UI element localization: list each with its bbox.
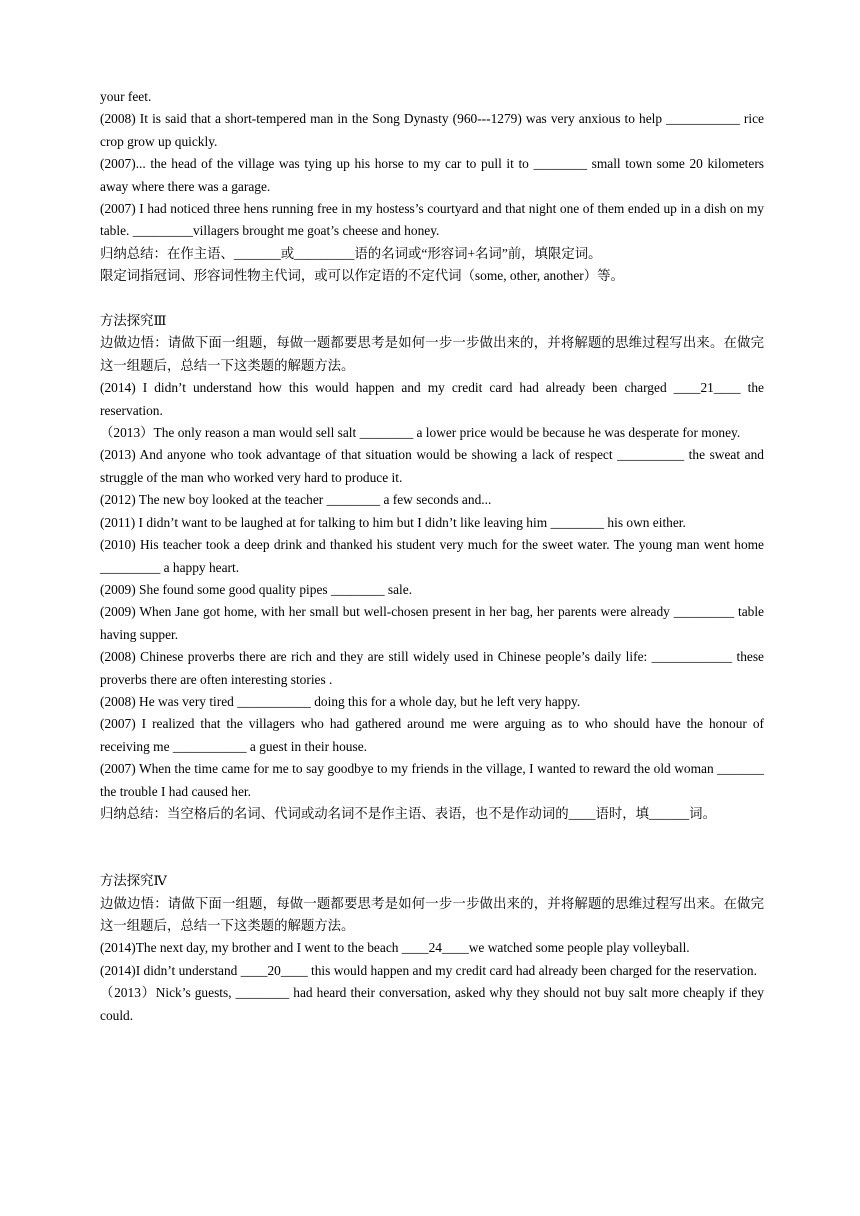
exercise-item: (2009) She found some good quality pipes ________ sale. <box>100 581 413 597</box>
exercise-item: （2013）Nick’s guests, ________ had heard their conversation, asked why they should not buy salt more cheaply if they could. <box>100 985 764 1023</box>
section-title: 方法探究Ⅳ <box>100 873 167 889</box>
exercise-item: (2008) Chinese proverbs there are rich and they are still widely used in Chinese people’s daily life: ____________ these proverbs there are often interesting stories . <box>100 649 764 687</box>
exercise-item: (2014) I didn’t understand how this would happen and my credit card had already been charged ____21____ the reservation. <box>100 380 764 418</box>
exercise-item: (2007) I had noticed three hens running free in my hostess’s courtyard and that night one of them ended up in a dish on my table. _________villagers brought me goat’s cheese and honey. <box>100 201 764 239</box>
section-intro: 边做边悟：请做下面一组题，每做一题都要思考是如何一步一步做出来的，并将解题的思维过程写出来。在做完这一组题后，总结一下这类题的解题方法。 <box>100 335 764 373</box>
definition-line: 限定词指冠词、形容词性物主代词，或可以作定语的不定代词（some, other, another）等。 <box>100 268 624 284</box>
exercise-item: (2011) I didn’t want to be laughed at for talking to him but I didn’t like leaving him ________ his own either. <box>100 514 686 530</box>
document-page <box>100 86 764 1027</box>
exercise-item: (2008) He was very tired ___________ doing this for a whole day, but he left very happy. <box>100 693 581 709</box>
summary-line: 归纳总结：在作主语、_______或_________语的名词或“形容词+名词”前，填限定词。 <box>100 245 602 261</box>
summary-line: 归纳总结：当空格后的名词、代词或动名词不是作主语、表语，也不是作动词的____语时，填______词。 <box>100 805 716 821</box>
exercise-item: (2007) I realized that the villagers who had gathered around me were arguing as to who should have the honour of receiving me ___________ a guest in their house. <box>100 716 764 754</box>
exercise-item: (2007) When the time came for me to say goodbye to my friends in the village, I wanted to reward the old woman _______ the trouble I had caused her. <box>100 761 764 799</box>
exercise-item: (2007)... the head of the village was tying up his horse to my car to pull it to ________ small town some 20 kilometers away where there was a garage. <box>100 156 764 194</box>
spacer <box>100 825 764 870</box>
exercise-item: （2013）The only reason a man would sell salt ________ a lower price would be because he was desperate for money. <box>100 425 741 441</box>
text-line: your feet. <box>100 89 152 104</box>
exercise-item: (2009) When Jane got home, with her small but well-chosen present in her bag, her parents were already _________ table having supper. <box>100 604 764 642</box>
section-title: 方法探究Ⅲ <box>100 313 167 329</box>
exercise-item: (2008) It is said that a short-tempered man in the Song Dynasty (960---1279) was very anxious to help ___________ rice crop grow up quickly. <box>100 111 764 149</box>
section-intro: 边做边悟：请做下面一组题，每做一题都要思考是如何一步一步做出来的，并将解题的思维过程写出来。在做完这一组题后，总结一下这类题的解题方法。 <box>100 895 764 933</box>
exercise-item: (2013) And anyone who took advantage of that situation would be showing a lack of respect __________ the sweat and struggle of the man who worked very hard to produce it. <box>100 447 764 485</box>
exercise-item: (2014)I didn’t understand ____20____ this would happen and my credit card had already been charged for the reservation. <box>100 962 757 978</box>
spacer <box>100 288 764 310</box>
exercise-item: (2014)The next day, my brother and I went to the beach ____24____we watched some people play volleyball. <box>100 940 690 956</box>
exercise-item: (2010) His teacher took a deep drink and thanked his student very much for the sweet water. The young man went home _________ a happy heart. <box>100 537 764 575</box>
exercise-item: (2012) The new boy looked at the teacher ________ a few seconds and... <box>100 492 492 508</box>
